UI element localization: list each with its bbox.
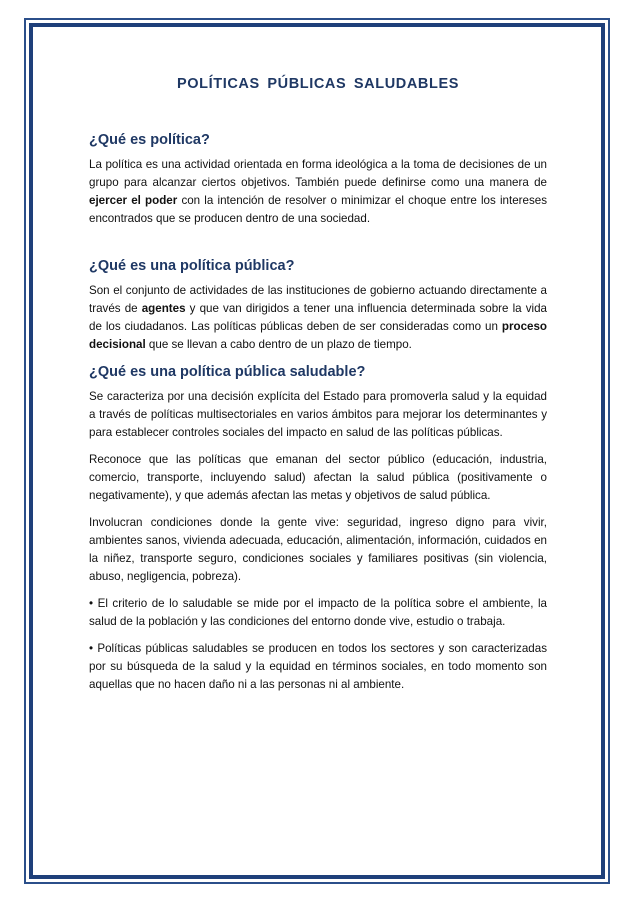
section-heading: ¿Qué es política? [89,132,210,148]
section-heading: ¿Qué es una política pública saludable? [89,364,366,380]
section-healthy-public-policy [89,364,547,694]
section-what-is-public-policy [89,258,547,354]
bullet-paragraph: • Políticas públicas saludables se producen en todos los sectores y son caracterizadas por su búsqueda de la salud y la equidad en términos sociales, en todo momento son aquellas que no hacen daño ni a las personas ni al ambiente. [89,642,547,691]
section-heading: ¿Qué es una política pública? [89,258,295,274]
paragraph: Se caracteriza por una decisión explícita del Estado para promoverla salud y la equidad a través de políticas multisectoriales en varios ámbitos para mejorar los determinantes y para establecer controles sociales del impacto en salud de las políticas públicas. [89,390,547,439]
paragraph: Reconoce que las políticas que emanan del sector público (educación, industria, comercio, transporte, incluyendo salud) afectan la salud pública (positivamente o negativamente), y que además afectan las metas y objetivos de salud pública. [89,453,547,502]
section-what-is-politics [89,132,547,228]
document-body [89,76,547,703]
paragraph: Involucran condiciones donde la gente vive: seguridad, ingreso digno para vivir, ambientes sanos, vivienda adecuada, educación, alimentación, información, cuidados en la niñez, transporte seguro, condiciones sociales y familiares positivas (sin violencia, abuso, negligencia, pobreza). [89,516,547,583]
document-title: POLÍTICAS PÚBLICAS SALUDABLES [177,76,459,92]
bullet-paragraph: • El criterio de lo saludable se mide por el impacto de la política sobre el ambiente, la salud de la población y las condiciones del entorno donde vive, estudio o trabaja. [89,597,547,628]
paragraph: Son el conjunto de actividades de las instituciones de gobierno actuando directamente a través de agentes y que van dirigidos a tener una influencia determinada sobre la vida de los ciudadanos. Las políticas públicas deben de ser consideradas como un proceso decisional que se llevan a cabo dentro de un plazo de tiempo. [89,284,547,351]
paragraph: La política es una actividad orientada en forma ideológica a la toma de decisiones de un grupo para alcanzar ciertos objetivos. También puede definirse como una manera de ejercer el poder con la intención de resolver o minimizar el choque entre los intereses encontrados que se producen dentro de una sociedad. [89,158,547,225]
